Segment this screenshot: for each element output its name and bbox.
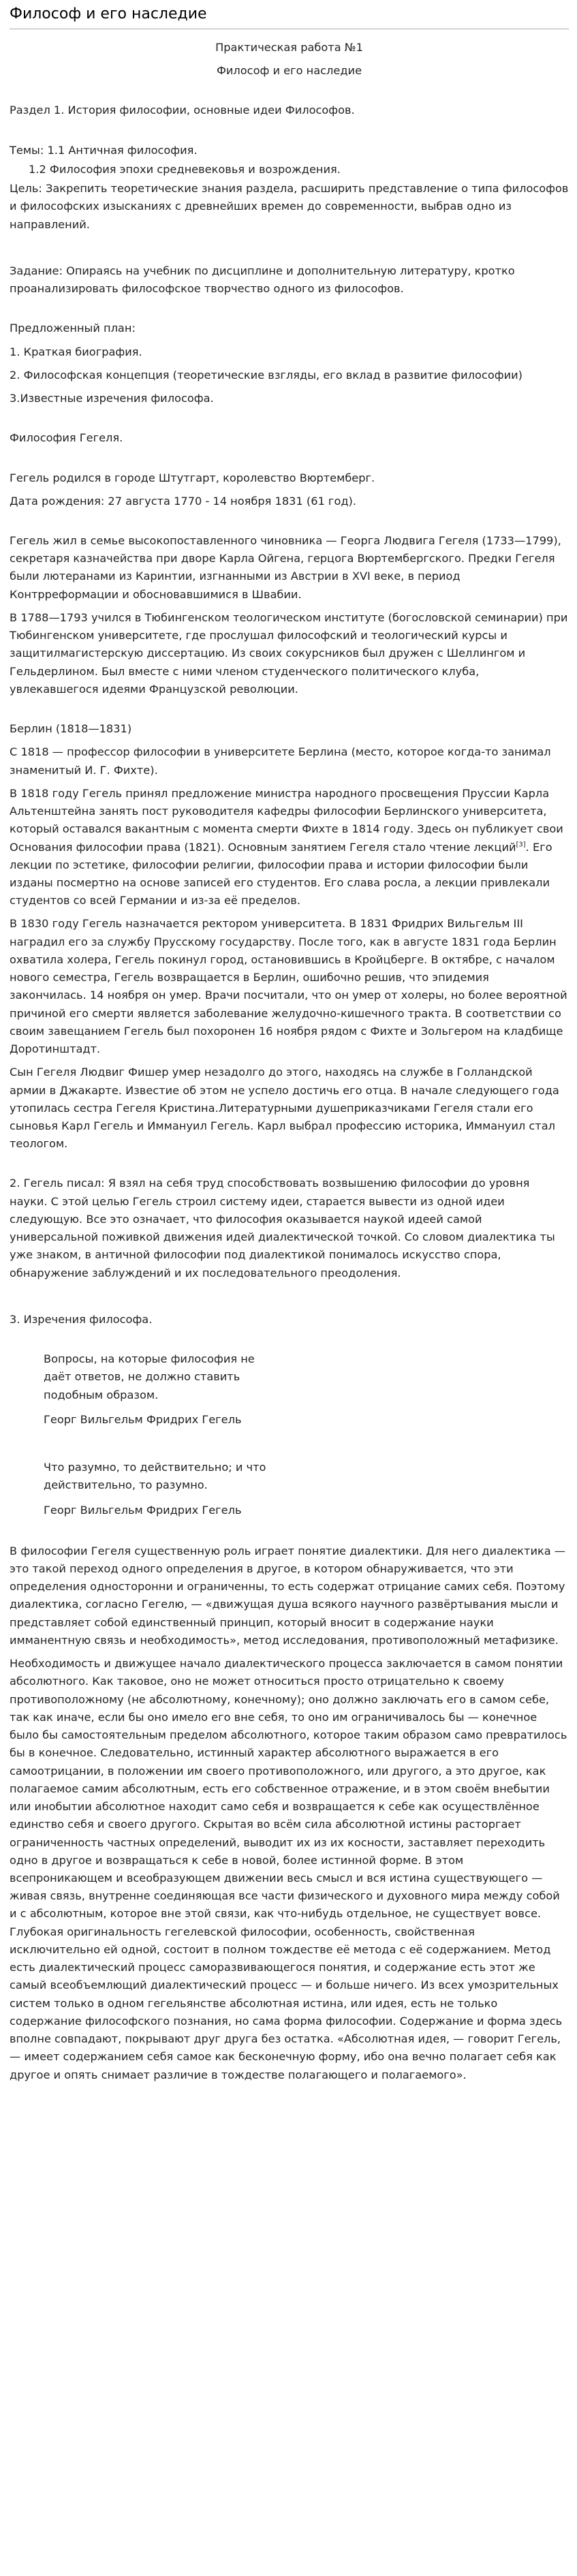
quotes-heading: 3. Изречения философа. — [10, 1312, 153, 1326]
task-paragraph: Задание: Опираясь на учебник по дисциплине и дополнительную литературу, кротко проанализировать философское творчество одного из философов. — [10, 264, 515, 296]
quote-block — [44, 1350, 268, 1429]
bio-paragraph — [10, 785, 569, 910]
work-subtitle: Философ и его наследие — [216, 64, 362, 78]
section-heading: Раздел 1. История философии, основные идеи Философов. — [10, 104, 355, 117]
dialectics-paragraph: Необходимость и движущее начало диалектического процесса заключается в самом понятии абсолютного. Как таковое, оно не может относиться просто отрицательно к своему противоположному (не абсолютному, конечному); оно должно заключать его в самом себе, так как иначе, если бы оно имело его вне себя, то оно им ограничивалось бы — конечное было бы самостоятельным пределом абсолютного, которое таким образом само превратилось бы в конечное. Следовательно, истинный характер абсолютного выражается в его самоотрицании, в положении им своего противоположного, или другого, а это другое, как полагаемое самим абсолютным, есть его собственное отражение, и в этом своём внебытии или инобытии абсолютное находит само себя и возвращается к себе как осуществлённое единство себя и своего другого. Скрытая во всём сила абсолютной истины расторгает ограниченность частных определений, выводит их из их косности, заставляет переходить одно в другое и возвращаться к себе в новой, более истинной форме. В этом всепроникающем и всеобразующем движении весь смысл и вся истина существующего — живая связь, внутренне соединяющая все части физического и духовного мира между собой и с абсолютным, которое вне этой связи, как что-нибудь отдельное, не существует вовсе. Глубокая оригинальность гегелевской философии, особенность, свойственная исключительно ей одной, состоит в полном тождестве её метода с её содержанием. Метод есть диалектический процесс саморазвивающегося понятия, и содержание есть этот же самый всеобъемлющий диалектический процесс — и больше ничего. Из всех умозрительных систем только в одном гегельянстве абсолютная истина, или идея, есть не только содержание философского познания, но сама форма философии. Содержание и форма здесь вполне совпадают, покрывают друг друга без остатка. «Абсолютная идея, — говорит Гегель, — имеет содержанием себя самое как бесконечную форму, ибо она вечно полагает себя как другое и опять снимает различие в тождестве полагающего и полагаемого». — [10, 1657, 567, 2081]
bio-paragraph: В 1830 году Гегель назначается ректором университета. В 1831 Фридрих Вильгельм III наградил его за службу Прусскому государству. После того, как в августе 1831 года Берлин охватила холера, Гегель покинул город, остановившись в Кройцберге. В октябре, с началом нового семестра, Гегель возвращается в Берлин, ошибочно решив, что эпидемия закончилась. 14 ноября он умер. Врачи посчитали, что он умер от холеры, но более вероятной причиной его смерти является заболевание желудочно-кишечного тракта. В соответствии со своим завещанием Гегель был похоронен 16 ноября рядом с Фихте и Зольгером на кладбище Доротинштадт. — [10, 917, 567, 1056]
goal-paragraph: Цель: Закрепить теоретические знания раздела, расширить представление о типа философов и философских изысканиях с древнейших времен до современности, выбрав одно из направлений. — [10, 182, 569, 231]
birth-place: Гегель родился в городе Штутгарт, королевство Вюртемберг. — [10, 471, 375, 484]
quote-author: Георг Вильгельм Фридрих Гегель — [44, 1503, 242, 1517]
bio-text: В 1818 году Гегель принял предложение министра народного просвещения Пруссии Карла Альтенштейна занять пост руководителя кафедры философии Берлинского университета, который оставался вакантным с момента смерти Фихте в 1814 году. Здесь он публикует свои Основания философии права (1821). Основным занятием Гегеля стало чтение лекций — [10, 786, 563, 854]
quote-block — [44, 1459, 268, 1519]
bio-paragraph: Гегель жил в семье высокопоставленного чиновника — Георга Людвига Гегеля (1733—1799), секретаря казначейства при дворе Карла Ойгена, герцога Вюртембергского. Предки Гегеля были лютеранами из Каринтии, изгнанными из Австрии в XVI веке, в период Контрреформации и обосновавшимися в Швабии. — [10, 533, 561, 601]
bio-paragraph: В 1788—1793 учился в Тюбингенском теологическом институте (богословской семинарии) при Тюбингенском университете, где прослушал философский и теологический курсы и защитилмагистерскую диссертацию. Из своих сокурсников был дружен с Шеллингом и Гельдерлином. Был вместе с ними членом студенческого политического клуба, увлекавшегося идеями Французской революции. — [10, 610, 568, 696]
quote-text: Вопросы, на которые философия не даёт ответов, не должно ставить подобным образом. — [44, 1352, 255, 1401]
bio-text: . Его лекции по эстетике, философии религии, философии права и истории философии были изданы посмертно на основе записей его студентов. Его слава росла, а лекции привлекали студентов со всей Германии и из-за её пределов. — [10, 840, 552, 907]
topics-sub: 1.2 Философия эпохи средневековья и возрождения. — [29, 162, 341, 176]
quote-author: Георг Вильгельм Фридрих Гегель — [44, 1412, 242, 1426]
bio-paragraph: С 1818 — профессор философии в университете Берлина (место, которое когда-то занимал знаменитый И. Г. Фихте). — [10, 745, 551, 777]
topics-label: Темы: 1.1 Античная философия. — [10, 143, 198, 157]
birth-dates: Дата рождения: 27 августа 1770 - 14 ноября 1831 (61 год). — [10, 494, 356, 508]
plan-item: 3.Известные изречения философа. — [10, 392, 214, 405]
document-body — [10, 29, 569, 2084]
dialectics-paragraph: В философии Гегеля существенную роль играет понятие диалектики. Для него диалектика — это такой переход одного определения в другое, в котором обнаруживается, что эти определения односторонни и ограниченны, то есть содержат отрицание самих себя. Поэтому диалектика, согласно Гегелю, — «движущая душа всякого научного развёртывания мысли и представляет собой единственный принцип, который вносит в содержание науки имманентную связь и необходимость», метод исследования, противоположный метафизике. — [10, 1544, 565, 1647]
page-title: Философ и его наследие — [10, 0, 569, 29]
concept-paragraph: 2. Гегель писал: Я взял на себя труд способствовать возвышению философии до уровня науки. С этой целью Гегель строил систему идеи, старается вывести из одной идеи следующую. Все это означает, что философия оказывается наукой идеей самой универсальной поживкой движения идей диалектической точкой. Со словом диалектика ты уже знаком, в античной философии под диалектикой понималось искусство спора, обнаружение заблуждений и их последовательного преодоления. — [10, 1177, 555, 1279]
berlin-heading: Берлин (1818—1831) — [10, 722, 132, 736]
philosophy-heading: Философия Гегеля. — [10, 431, 123, 445]
plan-item: 1. Краткая биография. — [10, 345, 142, 358]
plan-item: 2. Философская концепция (теоретические взгляды, его вклад в развитие философии) — [10, 368, 523, 382]
footnote-ref[interactable]: [3] — [516, 841, 526, 849]
bio-paragraph: Сын Гегеля Людвиг Фишер умер незадолго до этого, находясь на службе в Голландской армии в Джакарте. Известие об этом не успело достичь его отца. В начале следующего года утопилась сестра Гегеля Кристина.Литературными душеприказчиками Гегеля стали его сыновья Карл Гегель и Иммануил Гегель. Карл выбрал профессию историка, Иммануил стал теологом. — [10, 1066, 559, 1151]
work-title: Практическая работа №1 — [215, 41, 363, 54]
plan-heading: Предложенный план: — [10, 322, 136, 335]
quote-text: Что разумно, то действительно; и что действительно, то разумно. — [44, 1461, 266, 1492]
